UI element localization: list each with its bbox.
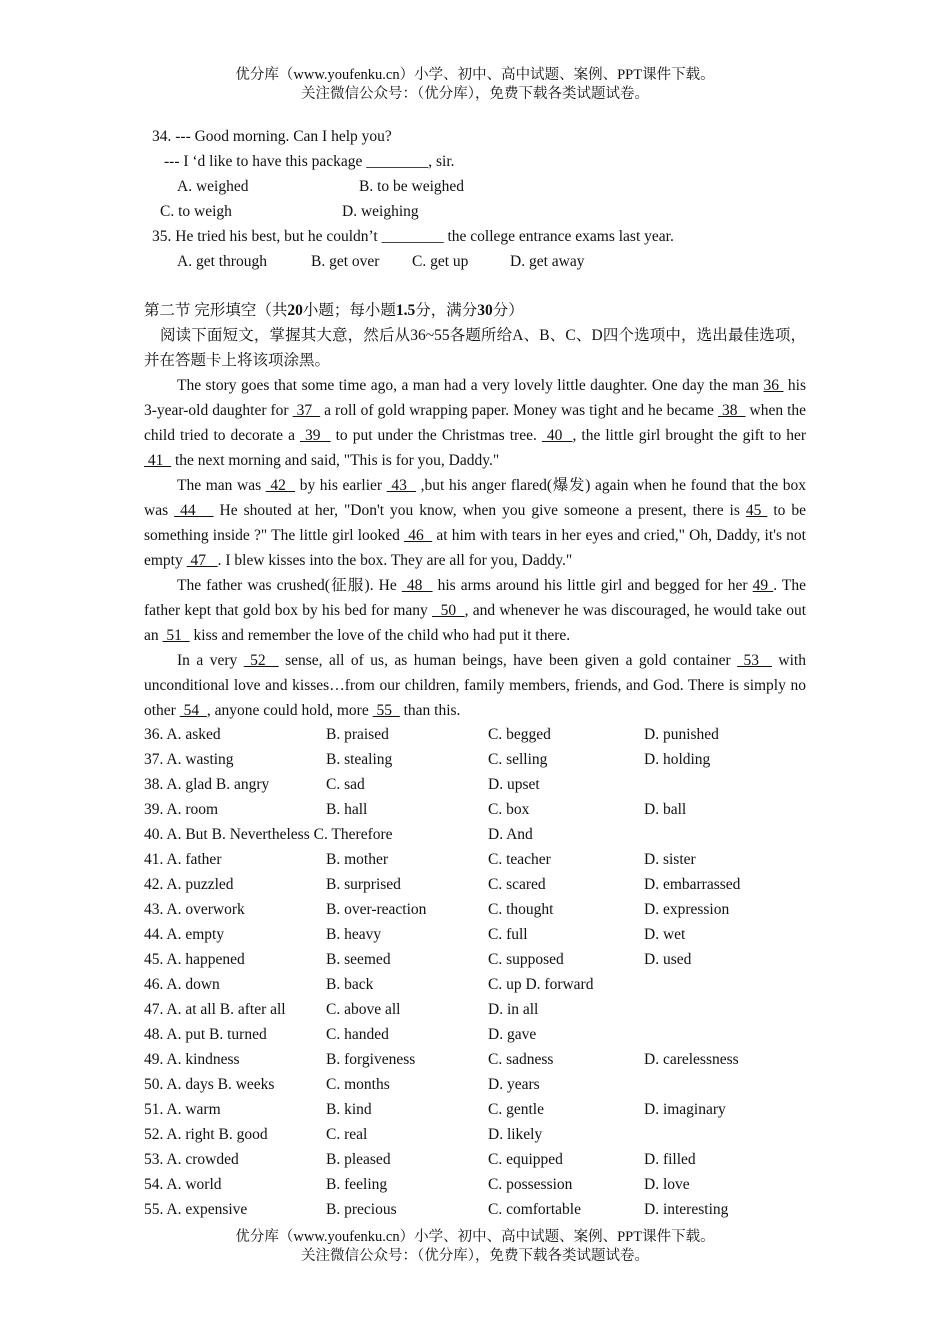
q35-stem: 35. He tried his best, but he couldn’t ________ the college entrance exams last year. [152,228,674,245]
option-cell: C. selling [488,751,548,768]
option-row [144,722,806,747]
option-row [144,1122,806,1147]
option-cell: D. carelessness [644,1051,739,1068]
option-cell: B. forgiveness [326,1051,416,1068]
passage-text: by his earlier [295,477,387,494]
passage-text: ,but his anger flared(爆发) again when he found that the box was [144,477,807,519]
option-cell: 54. A. world [144,1176,222,1193]
option-row [144,947,806,972]
passage-text: at him with tears in her eyes and cried," Oh, Daddy, it's not empty [144,527,806,569]
passage-text: the next morning and said, "This is for you, Daddy." [171,452,500,469]
option-cell: C. supposed [488,951,564,968]
option-cell: 47. A. at all B. after all [144,1001,286,1018]
option-row [144,872,806,897]
passage-text: when the child tried to decorate a [144,402,807,444]
section-title: 第二节 完形填空（共20小题；每小题1.5分，满分30分） [144,302,524,319]
cloze-passage [144,373,806,723]
header-line-2: 关注微信公众号：（优分库），免费下载各类试题试卷。 [301,86,649,102]
option-cell: 42. A. puzzled [144,876,234,893]
q35-option-a: A. get through [177,253,267,270]
option-cell: D. in all [488,1001,539,1018]
q34-options-ab [144,174,806,199]
option-cell: 40. A. But B. Nevertheless C. Therefore [144,826,393,843]
blank-45: 45 [745,502,768,519]
passage-text: to put under the Christmas tree. [330,427,542,444]
option-cell: C. full [488,926,528,943]
passage-text: The story goes that some time ago, a man had a very lovely little daughter. One day the man [177,377,764,394]
option-cell: D. embarrassed [644,876,741,893]
blank-47: 47 [186,552,218,569]
option-row [144,972,806,997]
passage-text: a roll of gold wrapping paper. Money was tight and he became [320,402,718,419]
option-cell: 46. A. down [144,976,220,993]
passage-paragraph-1 [144,373,806,473]
option-cell: 52. A. right B. good [144,1126,268,1143]
option-cell: C. sad [326,776,365,793]
option-row [144,822,806,847]
option-cell: C. scared [488,876,546,893]
q34-option-b: B. to be weighed [359,178,465,195]
passage-text: . I blew kisses into the box. They are all for you, Daddy." [217,552,573,569]
footer-line-1: 优分库（www.youfenku.cn）小学、初中、高中试题、案例、PPT课件下载。 [235,1229,715,1245]
option-cell: D. ball [644,801,687,818]
passage-text: . The father kept that gold box by his bed for many [144,577,807,619]
option-cell: 37. A. wasting [144,751,234,768]
option-cell: D. gave [488,1026,537,1043]
option-cell: 55. A. expensive [144,1201,248,1218]
q34-options-cd [144,199,806,224]
option-row [144,847,806,872]
option-cell: D. punished [644,726,719,743]
page-header [0,66,950,104]
option-cell: B. surprised [326,876,401,893]
blank-54: 54 [179,702,207,719]
q35-option-d: D. get away [510,253,585,270]
option-row [144,1022,806,1047]
option-cell: D. likely [488,1126,543,1143]
blank-49: 49 [752,577,774,594]
option-cell: C. begged [488,726,551,743]
blank-36: 36 [763,377,784,394]
passage-text: sense, all of us, as human beings, have been given a gold container [278,652,738,669]
option-cell: 49. A. kindness [144,1051,240,1068]
option-cell: D. imaginary [644,1101,726,1118]
option-cell: 39. A. room [144,801,219,818]
blank-37: 37 [292,402,321,419]
option-cell: 36. A. asked [144,726,221,743]
option-cell: D. wet [644,926,686,943]
option-cell: C. months [326,1076,390,1093]
option-row [144,897,806,922]
passage-text: The man was [177,477,266,494]
option-cell: B. feeling [326,1176,388,1193]
option-cell: B. over-reaction [326,901,427,918]
option-cell: C. sadness [488,1051,554,1068]
option-row [144,1097,806,1122]
option-cell: C. box [488,801,530,818]
option-row [144,772,806,797]
option-row [144,1172,806,1197]
blank-52: 52 [243,652,279,669]
cloze-options [144,722,806,1222]
passage-text: , and whenever he was discouraged, he would take out an [144,602,807,644]
option-cell: 48. A. put B. turned [144,1026,267,1043]
option-cell: B. back [326,976,374,993]
q35-option-b: B. get over [311,253,380,270]
option-cell: D. holding [644,751,711,768]
section-instructions: 阅读下面短文，掌握其大意，然后从36~55各题所给A、B、C、D四个选项中，选出最佳选项，并在答题卡上将该项涂黑。 [144,327,806,369]
option-cell: 43. A. overwork [144,901,245,918]
q35-options [144,249,806,274]
option-cell: C. thought [488,901,554,918]
option-cell: 50. A. days B. weeks [144,1076,275,1093]
passage-text: his 3-year-old daughter for [144,377,807,419]
option-cell: C. teacher [488,851,551,868]
option-cell: 41. A. father [144,851,222,868]
passage-text: his arms around his little girl and begged for her [432,577,753,594]
passage-text: with unconditional love and kisses…from our children, family members, friends, and God. There is simply no other [144,652,806,719]
passage-paragraph-4 [144,648,806,723]
option-cell: B. pleased [326,1151,391,1168]
option-row [144,1072,806,1097]
blank-38: 38 [717,402,746,419]
blank-46: 46 [404,527,433,544]
q35-option-c: C. get up [412,253,469,270]
passage-text: kiss and remember the love of the child who had put it there. [189,627,571,644]
option-cell: D. love [644,1176,690,1193]
option-row [144,1147,806,1172]
page-footer [0,1228,950,1266]
passage-paragraph-3 [144,573,806,648]
q34-stem: 34. --- Good morning. Can I help you? [152,128,392,145]
footer-line-2: 关注微信公众号：（优分库），免费下载各类试题试卷。 [301,1248,649,1264]
q34-option-a: A. weighed [177,178,249,195]
section-cloze-header [144,298,806,373]
option-cell: C. gentle [488,1101,544,1118]
q34-reply: --- I ‘d like to have this package ________, sir. [164,153,455,170]
passage-text: The father was crushed(征服). He [177,577,402,594]
option-cell: C. real [326,1126,368,1143]
blank-40: 40 [541,427,573,444]
option-cell: 53. A. crowded [144,1151,239,1168]
passage-text: , anyone could hold, more [206,702,373,719]
option-cell: B. hall [326,801,368,818]
passage-text: to be something inside ?" The little girl looked [144,502,807,544]
questions-34-35 [144,124,806,274]
option-cell: C. handed [326,1026,389,1043]
passage-text: In a very [177,652,244,669]
option-cell: 44. A. empty [144,926,225,943]
option-row [144,797,806,822]
option-cell: 51. A. warm [144,1101,221,1118]
option-cell: B. heavy [326,926,382,943]
option-cell: C. above all [326,1001,401,1018]
option-cell: 38. A. glad B. angry [144,776,270,793]
option-cell: D. interesting [644,1201,729,1218]
option-cell: B. mother [326,851,388,868]
blank-48: 48 [401,577,433,594]
option-row [144,747,806,772]
blank-43: 43 [386,477,417,494]
option-cell: B. seemed [326,951,391,968]
passage-text: , the little girl brought the gift to her [572,427,807,444]
option-cell: D. years [488,1076,540,1093]
option-cell: C. equipped [488,1151,563,1168]
option-cell: D. used [644,951,692,968]
option-cell: C. comfortable [488,1201,581,1218]
option-cell: C. possession [488,1176,573,1193]
blank-42: 42 [265,477,296,494]
option-cell: B. stealing [326,751,393,768]
blank-39: 39 [299,427,331,444]
blank-50: 50 [432,602,465,619]
header-line-1: 优分库（www.youfenku.cn）小学、初中、高中试题、案例、PPT课件下载。 [235,67,715,83]
option-row [144,922,806,947]
q34-option-c: C. to weigh [160,203,232,220]
blank-44: 44 [174,502,214,519]
option-cell: 45. A. happened [144,951,245,968]
option-cell: D. filled [644,1151,696,1168]
blank-53: 53 [737,652,772,669]
option-cell: D. expression [644,901,730,918]
option-cell: D. sister [644,851,696,868]
option-cell: B. kind [326,1101,372,1118]
option-row [144,1197,806,1222]
option-cell: B. precious [326,1201,397,1218]
option-row [144,1047,806,1072]
blank-55: 55 [372,702,400,719]
blank-51: 51 [162,627,190,644]
q34-option-d: D. weighing [342,203,419,220]
blank-41: 41 [144,452,172,469]
option-row [144,997,806,1022]
passage-text: He shouted at her, "Don't you know, when you give someone a present, there is [213,502,746,519]
option-cell: D. And [488,826,533,843]
option-cell: B. praised [326,726,389,743]
option-cell: D. upset [488,776,540,793]
passage-paragraph-2 [144,473,806,573]
option-cell: C. up D. forward [488,976,594,993]
passage-text: than this. [399,702,461,719]
